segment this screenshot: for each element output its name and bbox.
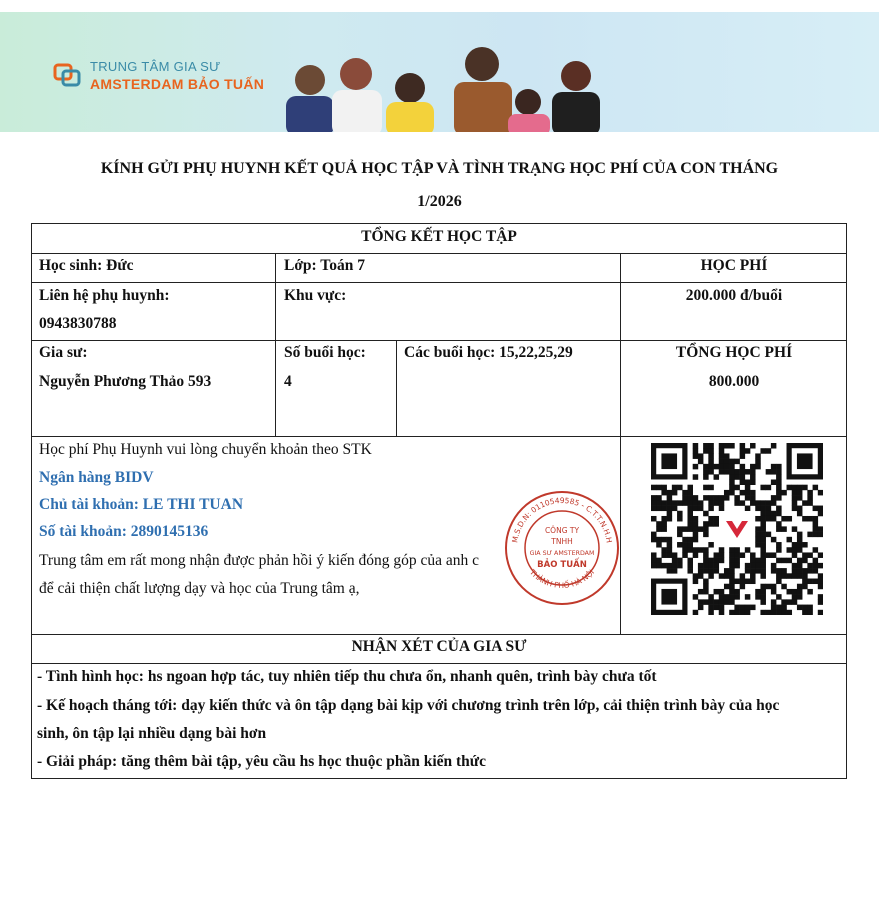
stamp-line4: BẢO TUẤN (537, 560, 587, 570)
payment-qr-code (651, 443, 823, 615)
total-fee-value: 800.000 (708, 373, 760, 390)
area-label: Khu vực: (284, 287, 347, 304)
fee-per-session: 200.000 đ/buổi (685, 287, 783, 304)
feedback-line1: Trung tâm em rất mong nhận được phản hồi ý kiến đóng góp của anh c (39, 552, 480, 569)
page-title-line2: 1/2026 (417, 193, 462, 210)
class-name: Lớp: Toán 7 (284, 257, 365, 274)
review-header: NHẬN XÉT CỦA GIA SƯ (351, 638, 527, 655)
review-line4: - Giải pháp: tăng thêm bài tập, yêu cầu hs học thuộc phần kiến thức (37, 753, 486, 770)
student-name: Học sinh: Đức (39, 257, 134, 274)
stamp-line2: TNHH (551, 537, 573, 546)
brand-name-line1: TRUNG TÂM GIA SƯ (90, 59, 221, 74)
stamp-bottom-text: THÀNH PHỐ HÀ NỘI (527, 567, 597, 590)
fee-header: HỌC PHÍ (700, 257, 768, 274)
svg-text:THÀNH PHỐ HÀ NỘI (527, 567, 596, 590)
bank-name: Ngân hàng BIDV (39, 469, 154, 486)
stamp-ring-text: M.S.D.N: 0110549585 - C.T.T.N.H.H (510, 495, 614, 544)
total-fee-label: TỔNG HỌC PHÍ (675, 344, 793, 361)
tutor-name: Nguyễn Phương Thảo 593 (39, 373, 212, 390)
sessions-label: Số buổi học: (284, 344, 366, 361)
tutor-label: Gia sư: (39, 344, 88, 361)
page-title-line1: KÍNH GỬI PHỤ HUYNH KẾT QUẢ HỌC TẬP VÀ TÌNH TRẠNG HỌC PHÍ CỦA CON THÁNG (100, 160, 779, 177)
stamp-line3: GIA SƯ AMSTERDAM (529, 550, 595, 557)
stamp-line1: CÔNG TY (544, 526, 580, 535)
review-line3: sinh, ôn tập lại nhiều dạng bài hơn (37, 725, 267, 742)
summary-header: TỔNG KẾT HỌC TẬP (361, 228, 517, 245)
banner-people-image (272, 12, 612, 132)
feedback-line2: để cải thiện chất lượng dạy và học của Trung tâm ạ, (39, 580, 360, 597)
review-line1: - Tình hình học: hs ngoan hợp tác, tuy nhiên tiếp thu chưa ổn, nhanh quên, trình bày chưa tốt (37, 668, 657, 685)
account-number: Số tài khoản: 2890145136 (39, 523, 209, 540)
center-logo-icon (52, 60, 82, 90)
review-line2: - Kế hoạch tháng tới: dạy kiến thức và ôn tập dạng bài kịp với chương trình trên lớp, cải thiện trình bày của học (37, 697, 780, 714)
parent-phone: 0943830788 (39, 315, 117, 332)
sessions-count: 4 (284, 373, 292, 390)
company-stamp-image (503, 489, 621, 607)
parent-contact-label: Liên hệ phụ huynh: (39, 287, 170, 304)
payment-intro: Học phí Phụ Huynh vui lòng chuyển khoản theo STK (39, 441, 372, 458)
header-banner (0, 12, 879, 132)
account-holder: Chủ tài khoản: LE THI TUAN (39, 496, 244, 513)
brand-name-line2: AMSTERDAM BẢO TUẤN (90, 76, 265, 92)
session-dates: Các buổi học: 15,22,25,29 (404, 344, 573, 361)
